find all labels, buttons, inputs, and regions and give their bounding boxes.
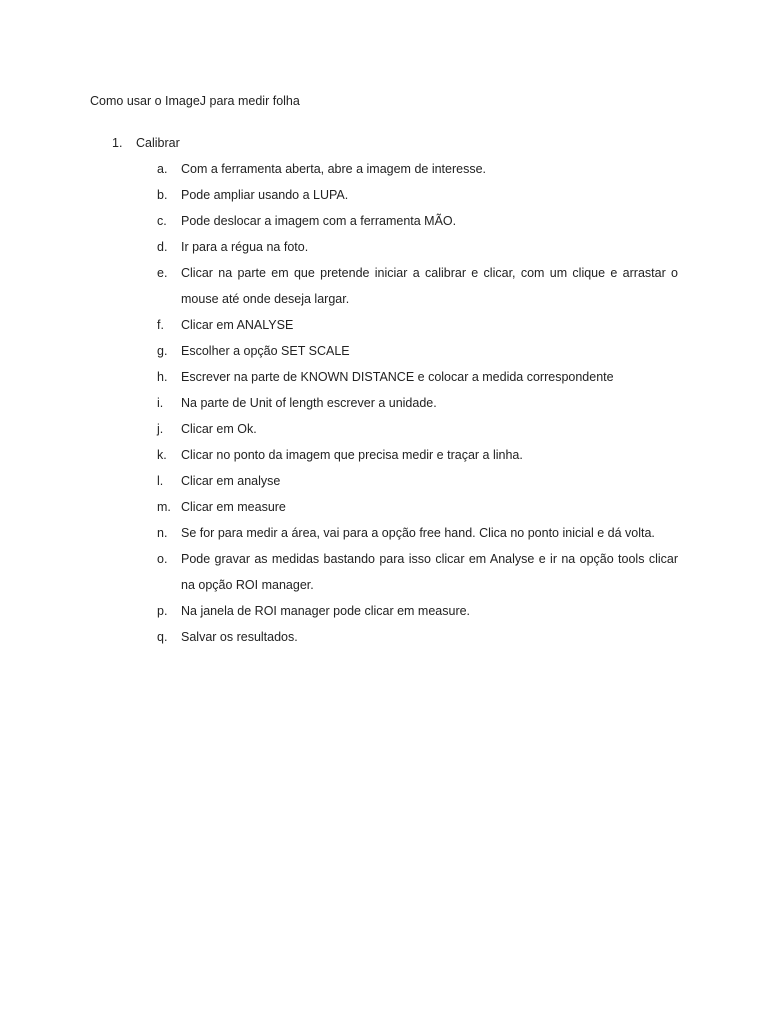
list-item-letter: p. xyxy=(157,604,168,618)
list-item-text: Na parte de Unit of length escrever a unidade. xyxy=(181,396,437,410)
list-item-letter: d. xyxy=(157,240,168,254)
list-item-letter: b. xyxy=(157,188,168,202)
list-item-letter: m. xyxy=(157,500,171,514)
list-item-letter: c. xyxy=(157,214,167,228)
list-item-text: Clicar na parte em que pretende iniciar a calibrar e clicar, com um clique e arrastar o mouse até onde deseja largar. xyxy=(181,266,678,306)
list-item-letter: j. xyxy=(157,422,164,436)
list-item-text: Clicar em Ok. xyxy=(181,422,257,436)
list-item-text: Se for para medir a área, vai para a opção free hand. Clica no ponto inicial e dá volta. xyxy=(181,526,655,540)
list-item-letter: g. xyxy=(157,344,168,358)
list-item-text: Pode ampliar usando a LUPA. xyxy=(181,188,349,202)
list-item-text: Escrever na parte de KNOWN DISTANCE e colocar a medida correspondente xyxy=(181,370,614,384)
page-title: Como usar o ImageJ para medir folha xyxy=(90,94,300,108)
list-item-text: Salvar os resultados. xyxy=(181,630,298,644)
section-title: Calibrar xyxy=(136,136,180,150)
list-item-letter: l. xyxy=(157,474,164,488)
list-item-letter: o. xyxy=(157,552,168,566)
list-item-letter: f. xyxy=(157,318,164,332)
list-item-letter: i. xyxy=(157,396,164,410)
list-item-text: Pode gravar as medidas bastando para isso clicar em Analyse e ir na opção tools clicar na opção ROI manager. xyxy=(181,552,678,592)
list-item-letter: k. xyxy=(157,448,167,462)
list-item-text: Clicar no ponto da imagem que precisa medir e traçar a linha. xyxy=(181,448,523,462)
list-item-text: Com a ferramenta aberta, abre a imagem de interesse. xyxy=(181,162,487,176)
list-item-letter: n. xyxy=(157,526,168,540)
section-number: 1. xyxy=(112,136,123,150)
list-item-letter: q. xyxy=(157,630,168,644)
list-item-text: Pode deslocar a imagem com a ferramenta MÃO. xyxy=(181,214,457,228)
list-item-letter: h. xyxy=(157,370,168,384)
list-item-text: Escolher a opção SET SCALE xyxy=(181,344,350,358)
list-item-text: Clicar em analyse xyxy=(181,474,281,488)
list-item-text: Ir para a régua na foto. xyxy=(181,240,309,254)
list-item-text: Clicar em ANALYSE xyxy=(181,318,294,332)
list-item-text: Na janela de ROI manager pode clicar em measure. xyxy=(181,604,471,618)
section-heading xyxy=(0,135,768,151)
list-item-letter: e. xyxy=(157,266,168,280)
list-item-text: Clicar em measure xyxy=(181,500,286,514)
list-item-letter: a. xyxy=(157,162,168,176)
